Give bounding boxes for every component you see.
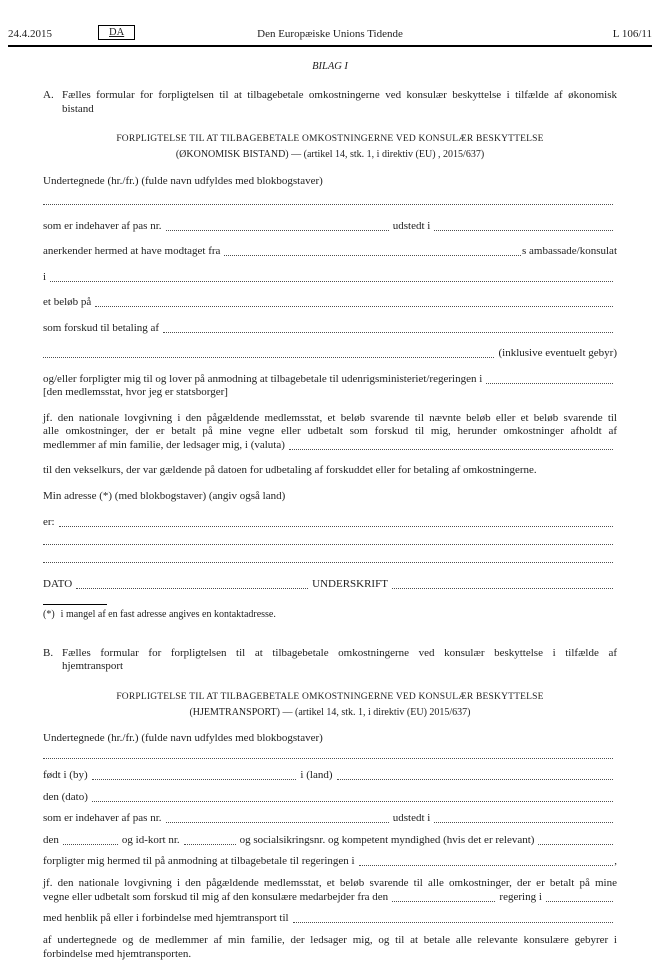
name-field xyxy=(43,204,613,205)
section-b-subheading: (HJEMTRANSPORT) — (artikel 14, stk. 1, i direktiv (EU) 2015/637) xyxy=(189,706,471,718)
section-b-intro-line2: hjemtransport xyxy=(62,660,124,672)
in-city-field xyxy=(50,281,613,282)
section-a-intro xyxy=(43,89,617,116)
legal-paragraph-a xyxy=(43,412,617,452)
idcard-label: og id-kort nr. xyxy=(121,833,180,846)
document-content xyxy=(43,89,617,961)
amount-line xyxy=(43,296,617,309)
birthdate-label: den (dato) xyxy=(43,790,88,803)
currency-line xyxy=(43,439,617,452)
advance-field xyxy=(163,332,613,333)
exchange-rate-paragraph: til den vekselkurs, der var gældende på datoen for udbetaling af forskuddet eller for betaling af omkostningerne. xyxy=(43,464,537,476)
legal-paragraph-b xyxy=(43,877,617,904)
closing-line1: af undertegnede og de medlemmer af min familie, der ledsager mig, og til at betale alle relevante konsulære gebyrer i xyxy=(43,934,617,946)
in-label: i xyxy=(43,270,47,283)
legal-b-line2-pre: vegne eller udbetalt som forskud til mig af den konsulære medarbejder fra den xyxy=(43,890,389,903)
date-signature-line xyxy=(43,578,617,591)
signature-label: UNDERSKRIFT xyxy=(312,577,388,590)
government-of-field xyxy=(546,901,613,902)
amount-field xyxy=(95,306,613,307)
page-reference: L 106/11 xyxy=(612,28,652,40)
header-rule xyxy=(8,45,652,47)
footnote-marker: (*) xyxy=(43,608,55,620)
undersigned-label: Undertegnede (hr./fr.) (fulde navn udfyldes med blokbogstaver) xyxy=(43,175,323,187)
in-city-line xyxy=(43,271,617,284)
born-city-field xyxy=(92,779,297,780)
passport-line-b xyxy=(43,812,617,825)
legal-b-line2 xyxy=(43,891,617,904)
issue-date-field xyxy=(63,844,118,845)
section-b-intro-line1: Fælles formular for forpligtelsen til at tilbagebetale omkostningerne ved konsulær beskyttelse i tilfælde af xyxy=(62,646,617,659)
address-line-3 xyxy=(43,562,617,565)
passport-number-field xyxy=(166,230,389,231)
address-field-3 xyxy=(43,562,613,563)
citizen-note: [den medlemsstat, hvor jeg er statsborger] xyxy=(43,385,228,398)
footnote xyxy=(43,609,617,621)
received-from-label: anerkender hermed at have modtaget fra xyxy=(43,245,221,257)
section-b xyxy=(43,647,617,962)
journal-title: Den Europæiske Unions Tidende xyxy=(257,28,403,40)
address-line-2 xyxy=(43,544,617,547)
idcard-number-field xyxy=(184,844,236,845)
annex-title: BILAG I xyxy=(312,61,348,72)
birthdate-line xyxy=(43,791,617,804)
repay-state-field xyxy=(486,383,613,384)
consular-officer-field xyxy=(392,901,495,902)
passport-number-field-b xyxy=(166,822,389,823)
passport-label-b: som er indehaver af pas nr. xyxy=(43,812,162,824)
received-from-field xyxy=(224,255,521,256)
passport-line xyxy=(43,220,617,233)
undersigned-label-b: Undertegnede (hr./fr.) (fulde navn udfyldes med blokbogstaver) xyxy=(43,731,323,744)
closing-paragraph xyxy=(43,934,617,961)
section-a-intro-line1: Fælles formular for forpligtelsen til at tilbagebetale omkostningerne ved konsulær beskyttelse i tilfælde af økonomisk xyxy=(62,89,617,101)
signature-field xyxy=(392,588,613,589)
section-a xyxy=(43,89,617,621)
born-country-label: i (land) xyxy=(300,769,333,781)
passport-label: som er indehaver af pas nr. xyxy=(43,219,162,232)
born-line xyxy=(43,769,617,782)
social-security-field xyxy=(538,844,613,845)
undersigned-line-b xyxy=(43,732,617,745)
embassy-suffix: s ambassade/konsulat xyxy=(521,245,617,257)
social-security-label: og socialsikringsnr. og kompetent myndighed (hvis det er relevant) xyxy=(239,833,535,846)
den-label: den xyxy=(43,833,59,846)
repay-government-field xyxy=(359,865,614,866)
address-label-paragraph: Min adresse (*) (med blokbogstaver) (angiv også land) xyxy=(43,490,286,502)
legal-b-line1: jf. den nationale lovgivning i den pågældende medlemsstat, et beløb svarende til alle omkostninger, der er betalt på mine xyxy=(43,877,617,889)
date-label: DATO xyxy=(43,577,73,590)
language-code-box: DA xyxy=(98,25,135,40)
section-a-subheading: (ØKONOMISK BISTAND) — (artikel 14, stk. 1, i direktiv (EU) , 2015/637) xyxy=(175,149,485,160)
advance-label: som forskud til betaling af xyxy=(43,321,160,334)
received-from-line xyxy=(43,245,617,258)
currency-field xyxy=(289,449,613,450)
address-er-line xyxy=(43,516,617,529)
repatriation-label: med henblik på eller i forbindelse med hjemtransport til xyxy=(43,912,289,924)
address-field-2 xyxy=(43,544,613,545)
publication-date: 24.4.2015 xyxy=(8,28,52,40)
repay-government-comma: , xyxy=(614,855,617,867)
section-b-label: B. xyxy=(43,646,54,659)
birthdate-field xyxy=(92,801,613,802)
footnote-rule xyxy=(43,604,107,605)
fee-suffix: (inklusive eventuelt gebyr) xyxy=(498,347,617,359)
legal-a-line2: alle omkostninger, der er betalt på mine vegne eller udbetalt som forskud til mig, herunder omkostninger afholdt af xyxy=(43,425,617,437)
fee-field xyxy=(43,357,494,358)
section-a-label: A. xyxy=(43,89,54,101)
footnote-text: i mangel af en fast adresse angives en kontaktadresse. xyxy=(60,608,276,620)
issued-in-label-b: udstedt i xyxy=(392,812,431,824)
repay-paragraph xyxy=(43,373,617,400)
fee-line xyxy=(43,347,617,360)
born-country-field xyxy=(337,779,614,780)
page-header xyxy=(8,0,652,40)
issued-in-field xyxy=(434,230,613,231)
er-label: er: xyxy=(43,516,55,528)
issued-in-field-b xyxy=(434,822,613,823)
repay-government-label: forpligter mig hermed til på anmodning at tilbagebetale til regeringen i xyxy=(43,855,355,867)
born-city-label: født i (by) xyxy=(43,769,88,781)
name-field-line xyxy=(43,204,617,207)
section-a-heading: FORPLIGTELSE TIL AT TILBAGEBETALE OMKOSTNINGERNE VED KONSULÆR BESKYTTELSE xyxy=(116,134,544,144)
repay-line xyxy=(43,373,617,386)
issued-in-label: udstedt i xyxy=(392,219,431,232)
closing-line2: forbindelse med hjemtransporten. xyxy=(43,947,192,960)
repatriation-destination-field xyxy=(293,922,613,923)
name-field-line-b xyxy=(43,758,617,761)
repatriation-line xyxy=(43,912,617,925)
repay-government-line xyxy=(43,855,617,868)
name-field-b xyxy=(43,758,613,759)
legal-a-line1: jf. den nationale lovgivning i den pågældende medlemsstat, et beløb svarende til nævnte beløb eller et beløb svarende til xyxy=(43,411,617,424)
amount-label: et beløb på xyxy=(43,296,92,308)
legal-a-line3: medlemmer af min familie, der ledsager mig, i (valuta) xyxy=(43,438,285,451)
section-a-intro-line2: bistand xyxy=(62,102,94,115)
undersigned-line xyxy=(43,175,617,188)
section-b-heading: FORPLIGTELSE TIL AT TILBAGEBETALE OMKOSTNINGERNE VED KONSULÆR BESKYTTELSE xyxy=(116,691,544,702)
date-field xyxy=(76,588,308,589)
legal-b-line2-mid: regering i xyxy=(499,890,542,903)
section-b-intro xyxy=(43,647,617,674)
idcard-line xyxy=(43,834,617,847)
repay-label: og/eller forpligter mig til og lover på anmodning at tilbagebetale til udenrigsministeriet/regeringen i xyxy=(43,372,483,385)
address-field-1 xyxy=(59,526,613,527)
advance-line xyxy=(43,322,617,335)
